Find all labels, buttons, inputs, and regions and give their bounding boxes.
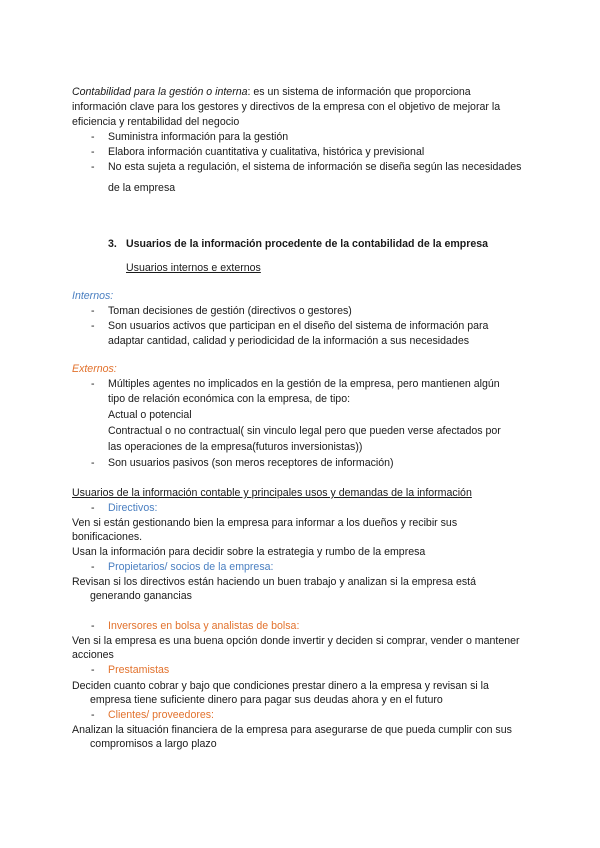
section-title: Usuarios de la información procedente de la contabilidad de la empresa (126, 238, 489, 250)
inversores-line-2: acciones (72, 649, 114, 661)
internos-bullet-2: Son usuarios activos que participan en el diseño del sistema de información para (108, 320, 489, 332)
prestamistas-line-2: empresa tiene suficiente dinero para pagar sus deudas ahora y en el futuro (90, 694, 443, 706)
bullet-dash: - (91, 161, 95, 173)
inversores-line-1: Ven si la empresa es una buena opción donde invertir y deciden si comprar, vender o mantener (72, 635, 520, 647)
prestamistas-line-1: Deciden cuanto cobrar y bajo que condiciones prestar dinero a la empresa y revisan si la (72, 680, 489, 692)
bullet-dash: - (91, 664, 95, 676)
externos-bullet-2: Son usuarios pasivos (son meros receptores de información) (108, 457, 394, 469)
internos-bullet-2-continuation: adaptar cantidad, calidad y periodicidad de la información a sus necesidades (108, 335, 470, 347)
directivos-line-1: Ven si están gestionando bien la empresa para informar a los dueños y recibir sus (72, 517, 458, 529)
bullet-dash: - (91, 378, 95, 390)
externos-heading: Externos: (72, 363, 117, 375)
clientes-label: Clientes/ proveedores: (108, 709, 214, 721)
externos-bullet-1-line-1: Múltiples agentes no implicados en la gestión de la empresa, pero mantienen algún (108, 378, 500, 390)
clientes-line-1: Analizan la situación financiera de la empresa para asegurarse de que pueda cumplir con sus (72, 724, 512, 736)
clientes-line-2: compromisos a largo plazo (90, 738, 217, 750)
externos-bullet-1-line-4: Contractual o no contractual( sin vinculo legal pero que pueden verse afectados por (108, 425, 501, 437)
inversores-label: Inversores en bolsa y analistas de bolsa: (108, 620, 300, 632)
bullet-dash: - (91, 502, 95, 514)
usos-heading: Usuarios de la información contable y principales usos y demandas de la información (72, 487, 472, 499)
bullet-dash: - (91, 709, 95, 721)
bullet-dash: - (91, 146, 95, 158)
intro-bullet-2: Elabora información cuantitativa y cualitativa, histórica y previsional (108, 146, 425, 158)
intro-bullet-3-continuation: de la empresa (108, 182, 176, 194)
intro-bullet-3: No esta sujeta a regulación, el sistema de información se diseña según las necesidades (108, 161, 522, 173)
intro-line-1 (72, 85, 471, 101)
propietarios-line-2: generando ganancias (90, 590, 192, 602)
propietarios-label: Propietarios/ socios de la empresa: (108, 561, 274, 573)
bullet-dash: - (91, 131, 95, 143)
prestamistas-label: Prestamistas (108, 664, 170, 676)
intro-term: Contabilidad para la gestión o interna (72, 86, 248, 98)
bullet-dash: - (91, 457, 95, 469)
internos-heading: Internos: (72, 290, 114, 302)
propietarios-line-1: Revisan si los directivos están haciendo un buen trabajo y analizan si la empresa está (72, 576, 476, 588)
intro-bullet-1: Suministra información para la gestión (108, 131, 289, 143)
bullet-dash: - (91, 320, 95, 332)
externos-bullet-1-line-5: las operaciones de la empresa(futuros inversionistas)) (108, 441, 363, 453)
section-subtitle: Usuarios internos e externos (126, 262, 261, 274)
directivos-label: Directivos: (108, 502, 158, 514)
section-number: 3. (108, 238, 117, 250)
bullet-dash: - (91, 561, 95, 573)
directivos-line-3: Usan la información para decidir sobre la estrategia y rumbo de la empresa (72, 546, 426, 558)
externos-bullet-1-line-2: tipo de relación económica con la empresa, de tipo: (108, 393, 351, 405)
directivos-line-2: bonificaciones. (72, 531, 143, 543)
intro-definition-3: eficiencia y rentabilidad del negocio (72, 116, 240, 128)
bullet-dash: - (91, 620, 95, 632)
externos-bullet-1-line-3: Actual o potencial (108, 409, 192, 421)
intro-definition-1: : es un sistema de información que proporciona (247, 86, 471, 98)
bullet-dash: - (91, 305, 95, 317)
intro-definition-2: información clave para los gestores y directivos de la empresa con el objetivo de mejorar la (72, 101, 501, 113)
internos-bullet-1: Toman decisiones de gestión (directivos o gestores) (108, 305, 352, 317)
